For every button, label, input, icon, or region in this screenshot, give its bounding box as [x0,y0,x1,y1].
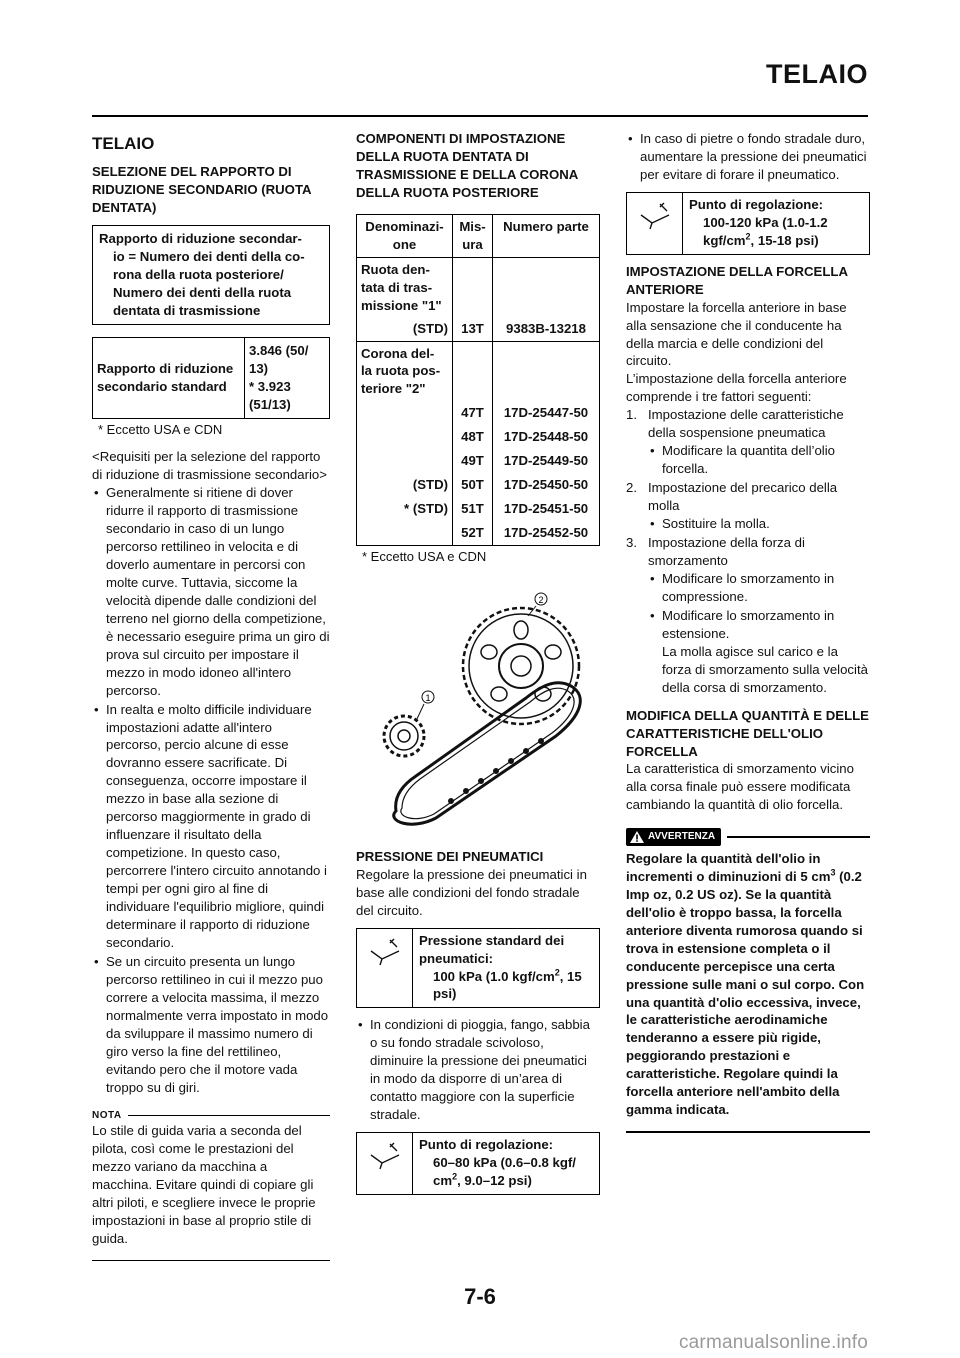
spec-exponent: 2 [745,231,751,242]
list-item [626,479,870,533]
spec-value: 60–80 kPa (0.6–0.8 kgf/ cm [433,1155,576,1189]
row-tag: (STD) [357,473,453,497]
item-text: Impostazione del precarico della molla [648,480,838,514]
spec-value-tail: , 15 psi) [433,968,582,1002]
requirements-list [92,484,330,1096]
sprocket-chain-illustration [356,586,600,836]
list-item: • Sostituire la molla. [648,515,870,533]
warning-rule [727,836,870,838]
spec-exponent: 2 [452,1171,458,1182]
parts-table [356,214,600,546]
formula-line: rona della ruota posteriore/ [113,266,284,282]
subsection-title-fork: IMPOSTAZIONE DELLA FORCELLA ANTERIORE [626,263,848,297]
list-item [626,406,870,478]
row-size: 47T [453,401,493,425]
table-row [357,449,600,473]
row-tag: * (STD) [357,497,453,521]
fork-paragraph-2: L’impostazione della forcella anteriore comprende i tre fattori seguenti: [626,371,847,405]
row-size: 13T [453,317,493,341]
table-row [357,521,600,545]
header-title: TELAIO [766,59,868,89]
table-row [357,317,600,341]
spec-box-standard-pressure [356,928,600,1009]
standard-ratio-value-alt: * 3.923 (51/13) [249,378,291,412]
watermark: carmanualsonline.info [678,1332,868,1353]
formula-line: Rapporto di riduzione secondar- [99,230,302,246]
row-tag [357,449,453,473]
list-item: • In realta e molto difficile individuare impostazioni adatte all'intero percorso, percio alcune di esse dovranno essere sacrificate. Di conseguenza, occorre impostare il mezzo in base alla sezione di percorso maggiormente in grado di influenzare il risultato della competizione. In questo caso, percorrere l'intero circuito annotando i tempi per ogni giro al fine di individuare l'equilibrio migliore, quindi determinare il rapporto di riduzione secondario. [92,701,330,952]
formula-line: Numero dei denti della ruota [113,284,292,300]
spec-label: Pressione standard dei pneumatici: [419,932,565,966]
warning-end-rule [626,1131,870,1133]
formula-line: io = Numero dei denti della co- [113,248,305,264]
list-item: • In caso di pietre o fondo stradale duro, aumentare la pressione dei pneumatici per evitare di forare il pneumatico. [626,130,870,184]
warning-triangle-icon [630,831,644,843]
table-row [357,473,600,497]
list-item: • Generalmente si ritiene di dover ridurre il rapporto di trasmissione secondario in caso di un lungo percorso rettilineo in velocita e di doverlo aumentare in percorsi con molte curve. Tuttavia, siccome la velocità dipende dalle condizioni del terreno nel giorno della competizione, è necessario eseguire prima un giro di prova sul circuito per impostare il mezzo in modo idoneo all'intero percorso. [92,484,330,699]
page-number: 7-6 [464,1284,496,1309]
row-part: 17D-25449-50 [493,449,600,473]
warning-badge [626,828,721,846]
row-size: 50T [453,473,493,497]
item-extra-text: La molla agisce sul carico e la forza di smorzamento sulla velocità della corsa di smorzamento. [662,643,868,695]
warning-text [626,850,870,1119]
ratio-formula-box [92,225,330,325]
header-rule [92,115,868,117]
sprocket-chain-drawing [356,586,600,836]
table-row [357,425,600,449]
callout-1: 1 [425,692,431,703]
list-item: • In condizioni di pioggia, fango, sabbia o su fondo stradale scivoloso, diminuire la pressione dei pneumatici in modo da disporre di un’area di contatto maggiore con la superficie stradale. [356,1016,600,1124]
list-item: • Se un circuito presenta un lungo percorso rettilineo in cui il mezzo puo correre a velocita massima, il mezzo normalmente verra impostato in modo da sviluppare il massimo numero di giro verso la fine del rettilineo, evitando pero che il motore vada troppo su di giri. [92,953,330,1097]
subsection-title-ratio: SELEZIONE DEL RAPPORTO DI RIDUZIONE SECONDARIO (RUOTA DENTATA) [92,164,312,216]
row-tag: (STD) [357,317,453,341]
tire-text: Regolare la pressione dei pneumatici in base alle condizioni del fondo stradale del circuito. [356,866,587,918]
footnote-usa-cdn: * Eccetto USA e CDN [98,421,223,437]
footnote-usa-cdn: * Eccetto USA e CDN [362,549,487,565]
nota-text: Lo stile di guida varia a seconda del pilota, così come le prestazioni del mezzo variano da macchina a macchina. Evitare quindi di copiare gli altri piloti, e scegliere invece le proprie impostazioni in base al proprio stile di guida. [92,1123,316,1246]
row-part: 17D-25452-50 [493,521,600,545]
wrench-icon [357,929,413,1008]
item-text: Impostazione delle caratteristiche della sospensione pneumatica [648,407,844,441]
nota-rule [128,1115,330,1117]
spec-value: 100 kPa (1.0 kgf/cm [433,968,555,984]
section-title: TELAIO [92,134,155,153]
warning-text-a: Regolare la quantità dell'olio in incrementi o diminuzioni di 5 cm [626,850,831,884]
row-size: 51T [453,497,493,521]
warning-text-b: (0.2 Imp oz, 0.2 US oz). Se la quantità dell'olio è troppo bassa, la forcella anteriore diventa rumorosa quando si trova in estensione completa o il conducente percepisce una certa pressione sulle mani o sul corpo. Con una quantità d'olio eccessiva, invece, le caratteristiche aerodinamiche tenderanno a essere più rigide, peggiorando prestazioni e caratteristiche. Regolare quindi la forcella anteriore nell'ambito della gamma indicata. [626,868,865,1118]
col-header-part: Numero parte [493,214,600,257]
item-number: 1. [626,407,637,423]
spec-label: Punto di regolazione: [419,1137,554,1153]
row-name-sprocket: Ruota den- tata di tras- missione "1" [357,257,453,316]
subsection-title-tires: PRESSIONE DEI PNEUMATICI [356,848,544,864]
row-part: 17D-25451-50 [493,497,600,521]
warning-exponent: 3 [830,867,836,878]
column-3 [626,130,870,1133]
spec-value-tail: , 9.0–12 psi) [457,1173,532,1189]
callout-2: 2 [538,594,544,605]
spec-value-tail: , 15-18 psi) [750,232,819,248]
standard-ratio-table [92,337,330,419]
item-number: 3. [626,535,637,551]
nota-header [92,1109,330,1123]
row-part: 17D-25448-50 [493,425,600,449]
oil-text: La caratteristica di smorzamento vicino alla corsa finale può essere modificata cambiando la quantità di olio forcella. [626,761,854,813]
standard-ratio-label: Rapporto di riduzione secondario standard [93,337,245,418]
stone-list [626,130,870,184]
subsection-title-components: COMPONENTI DI IMPOSTAZIONE DELLA RUOTA DENTATA DI TRASMISSIONE E DELLA CORONA DELLA RUOTA POSTERIORE [356,131,578,200]
spec-exponent: 2 [554,967,560,978]
spec-box-adjust-high [626,192,870,255]
column-2 [356,130,600,1203]
row-size: 52T [453,521,493,545]
warning-label: AVVERTENZA [648,831,716,843]
row-name-crown: Corona del- la ruota pos- teriore "2" [357,341,453,401]
item-text: Impostazione della forza di smorzamento [648,535,805,568]
list-item: • Modificare lo smorzamento in compressione. [648,570,870,606]
row-size: 49T [453,449,493,473]
spec-box-adjust-low [356,1132,600,1195]
wrench-icon [627,193,683,254]
nota-end-rule [92,1260,330,1262]
table-row [357,497,600,521]
rain-list [356,1016,600,1124]
item-number: 2. [626,480,637,496]
standard-ratio-values [245,337,330,418]
row-part: 9383B-13218 [493,317,600,341]
list-item [626,534,870,697]
list-item: • Modificare la quantita dell’olio forcella. [648,442,870,478]
nota-label: NOTA [92,1109,122,1121]
row-size: 48T [453,425,493,449]
spec-label: Punto di regolazione: [689,196,824,212]
wrench-icon [357,1133,413,1194]
row-tag [357,425,453,449]
table-row [357,401,600,425]
col-header-name: Denominazi- one [357,214,453,257]
row-tag [357,521,453,545]
column-1 [92,130,330,1261]
row-tag [357,401,453,425]
spec-value: 100-120 kPa (1.0-1.2 kgf/cm [703,214,828,248]
requirements-intro: <Requisiti per la selezione del rapporto di riduzione di trasmissione secondario> [92,449,327,483]
item-text: Modificare lo smorzamento in estensione. [662,607,835,641]
standard-ratio-value: 3.846 (50/ 13) [249,342,309,376]
row-part: 17D-25447-50 [493,401,600,425]
warning-header [626,828,870,846]
list-item [648,607,870,697]
col-header-size: Mis- ura [453,214,493,257]
fork-factors-list [626,406,870,696]
formula-line: dentata di trasmissione [113,302,261,318]
row-part: 17D-25450-50 [493,473,600,497]
fork-paragraph-1: Impostare la forcella anteriore in base alla sensazione che il conducente ha della marcia e delle condizioni del circuito. [626,299,847,369]
subsection-title-oil: MODIFICA DELLA QUANTITÀ E DELLE CARATTERISTICHE DELL'OLIO FORCELLA [626,707,869,759]
